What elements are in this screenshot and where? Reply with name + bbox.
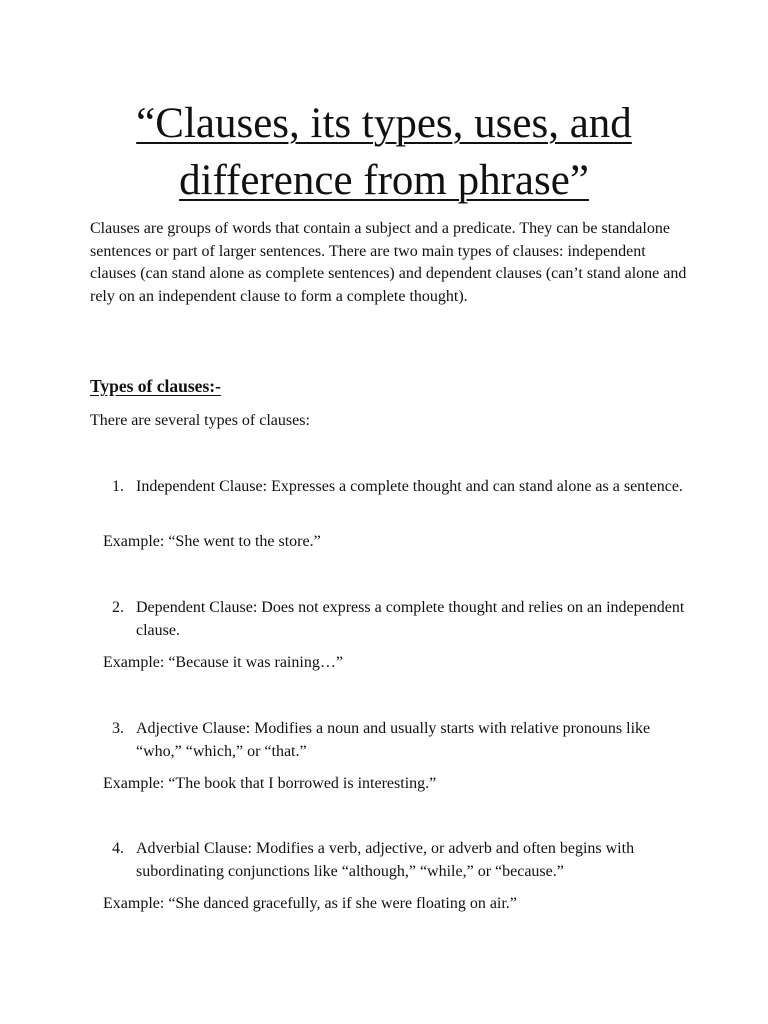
list-item	[112, 838, 687, 883]
list-item-text: Adjective Clause: Modifies a noun and usually starts with relative pronouns like “who,” “which,” or “that.”	[136, 720, 651, 760]
example-text: Example: “Because it was raining…”	[103, 654, 343, 671]
list-item-number: 3.	[112, 720, 124, 737]
example-text: Example: “She danced gracefully, as if she were floating on air.”	[103, 895, 517, 912]
example-text: Example: “She went to the store.”	[103, 533, 321, 550]
example-text: Example: “The book that I borrowed is interesting.”	[103, 775, 437, 792]
section-lead: There are several types of clauses:	[90, 412, 310, 429]
list-item-text: Adverbial Clause: Modifies a verb, adjective, or adverb and often begins with subordinating conjunctions like “although,” “while,” or “because.”	[136, 840, 635, 880]
document-title	[0, 95, 768, 209]
section-heading: Types of clauses:-	[90, 376, 221, 396]
list-item	[112, 476, 687, 499]
title-line-2: difference from phrase”	[179, 157, 589, 204]
list-item-number: 2.	[112, 599, 124, 616]
intro-paragraph: Clauses are groups of words that contain a subject and a predicate. They can be standalone sentences or part of larger sentences. There are two main types of clauses: independent clauses (can stand alone as complete sentences) and dependent clauses (can’t stand alone and rely on an independent clause to form a complete thought).	[90, 220, 687, 305]
title-line-1: “Clauses, its types, uses, and	[136, 100, 632, 147]
list-item	[112, 718, 687, 763]
list-item-text: Independent Clause: Expresses a complete thought and can stand alone as a sentence.	[136, 478, 683, 495]
list-item-number: 4.	[112, 840, 124, 857]
list-item-number: 1.	[112, 478, 124, 495]
list-item-text: Dependent Clause: Does not express a complete thought and relies on an independent clause.	[136, 599, 685, 639]
list-item	[112, 597, 687, 642]
